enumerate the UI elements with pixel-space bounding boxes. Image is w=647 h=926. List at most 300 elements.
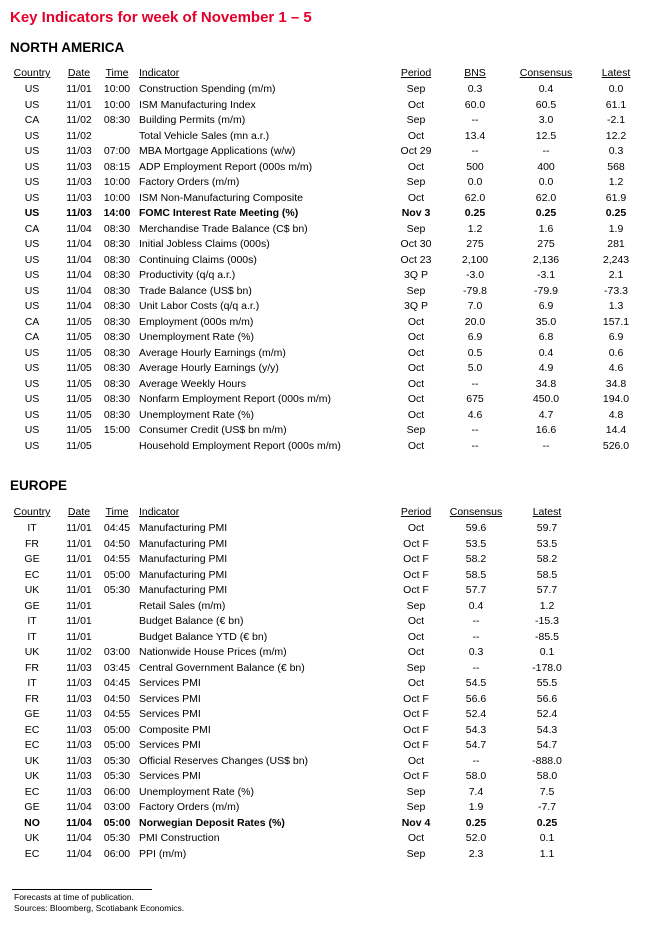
col-time: Time [105,67,129,79]
cell-latest: -888.0 [532,754,562,767]
cell-consensus: 52.0 [465,832,487,844]
cell-bns: 675 [466,393,484,405]
cell-date: 11/05 [66,377,92,390]
cell-date: 11/01 [66,83,92,95]
table-row [0,599,647,615]
cell-indicator: PMI Construction [139,832,220,844]
cell-date: 11/04 [66,269,92,281]
cell-date: 11/03 [66,770,92,782]
cell-country: CA [24,222,40,235]
cell-indicator: ISM Non-Manufacturing Composite [139,191,303,204]
cell-bns: 0.3 [467,83,483,95]
table-row [0,237,647,253]
cell-indicator: Building Permits (m/m) [139,114,246,126]
cell-period: Oct [407,315,425,328]
cell-period: Oct [407,393,425,405]
cell-indicator: Average Hourly Earnings (m/m) [139,346,286,359]
cell-consensus: 12.5 [535,129,557,142]
cell-period: Sep [406,847,426,860]
cell-indicator: Manufacturing PMI [139,584,228,596]
table-row [0,129,647,145]
cell-country: GE [24,708,40,720]
cell-country: UK [24,754,40,767]
cell-latest: 0.25 [536,816,558,829]
cell-consensus: 0.4 [468,599,484,612]
cell-consensus: 62.0 [535,191,557,204]
cell-latest: 194.0 [602,393,630,405]
cell-period: Oct [407,362,425,374]
cell-time: 08:30 [103,300,131,312]
cell-latest: 568 [607,160,625,173]
cell-consensus: 60.5 [535,98,557,111]
cell-latest: 0.0 [608,83,624,95]
col-period: Period [400,506,432,518]
table-row [0,175,647,191]
cell-period: Oct F [403,708,429,720]
table-row [0,568,647,584]
cell-period: Oct 30 [400,238,432,250]
cell-country: US [24,393,40,405]
cell-date: 11/03 [66,191,92,204]
cell-consensus: 2.3 [468,847,484,860]
cell-time: 05:30 [103,584,131,596]
cell-country: US [24,346,40,359]
cell-indicator: Total Vehicle Sales (mn a.r.) [139,129,270,142]
cell-period: Sep [406,785,426,798]
cell-latest: 53.5 [536,537,558,550]
cell-country: IT [27,615,37,627]
table-row [0,707,647,723]
table-row [0,521,647,537]
cell-country: GE [24,801,40,813]
cell-country: US [24,98,40,111]
cell-country: US [24,439,40,452]
cell-bns: -- [471,377,479,390]
section-heading-north-america: NORTH AMERICA [10,40,125,55]
cell-consensus: 2,136 [532,253,560,266]
cell-date: 11/02 [66,646,92,658]
cell-bns: 2,100 [461,253,489,266]
cell-latest: 1.2 [608,176,624,188]
cell-latest: 56.6 [536,692,558,705]
cell-consensus: 1.9 [468,801,484,813]
cell-consensus: 54.3 [465,723,487,736]
cell-period: Oct F [403,553,429,565]
cell-indicator: MBA Mortgage Applications (w/w) [139,145,296,157]
cell-bns: -- [471,114,479,126]
cell-time: 08:30 [103,284,131,297]
table-row [0,98,647,114]
cell-bns: 275 [466,238,484,250]
cell-bns: 60.0 [464,98,486,111]
cell-country: FR [25,692,39,705]
cell-bns: -79.8 [463,284,487,297]
cell-time: 08:30 [103,269,131,281]
cell-country: UK [24,646,40,658]
col-indicator: Indicator [139,506,180,518]
cell-country: NO [24,816,40,829]
cell-time: 08:15 [103,160,131,173]
table-row [0,346,647,362]
table-row [0,361,647,377]
cell-period: Oct F [403,537,429,550]
table-row [0,754,647,770]
cell-consensus: 52.4 [465,708,487,720]
cell-bns: 62.0 [464,191,486,204]
cell-indicator: PPI (m/m) [139,847,187,860]
cell-date: 11/01 [66,568,92,581]
cell-country: UK [24,584,40,596]
cell-time: 10:00 [103,83,131,95]
cell-date: 11/05 [66,424,92,436]
cell-indicator: Nonfarm Employment Report (000s m/m) [139,393,331,405]
cell-consensus: -79.9 [534,284,558,297]
cell-time: 10:00 [103,176,131,188]
col-consensus: Consensus [519,67,573,79]
cell-period: Oct [407,615,425,627]
table-row [0,408,647,424]
cell-country: US [24,377,40,390]
cell-date: 11/04 [66,300,92,312]
table-row [0,160,647,176]
cell-latest: 0.3 [608,145,624,157]
cell-period: Oct F [403,584,429,596]
cell-consensus: 54.5 [465,677,487,689]
table-row [0,645,647,661]
cell-period: Oct F [403,739,429,751]
cell-country: US [24,207,40,219]
cell-latest: 12.2 [605,129,627,142]
table-row [0,723,647,739]
cell-bns: 6.9 [467,331,483,343]
cell-period: Sep [406,114,426,126]
cell-period: Oct [407,377,425,390]
cell-indicator: Services PMI [139,708,201,720]
cell-consensus: 57.7 [465,584,487,596]
cell-date: 11/01 [66,522,92,534]
cell-period: Oct 29 [400,145,432,157]
cell-country: US [24,424,40,436]
cell-country: GE [24,599,40,612]
cell-consensus: 400 [537,160,555,173]
cell-date: 11/03 [66,160,92,173]
cell-time: 07:00 [103,145,131,157]
cell-latest: 0.1 [539,646,555,658]
table-row [0,847,647,863]
cell-time: 08:30 [103,346,131,359]
cell-bns: -3.0 [465,269,485,281]
cell-indicator: Trade Balance (US$ bn) [139,284,252,297]
cell-bns: 0.0 [467,176,483,188]
cell-date: 11/01 [66,537,92,550]
cell-indicator: Construction Spending (m/m) [139,83,276,95]
cell-indicator: Nationwide House Prices (m/m) [139,646,287,658]
cell-latest: -2.1 [606,114,626,126]
cell-country: EC [24,723,40,736]
cell-date: 11/03 [66,723,92,736]
table-row [0,191,647,207]
cell-country: EC [24,568,40,581]
cell-country: US [24,176,40,188]
cell-indicator: Unit Labor Costs (q/q a.r.) [139,300,260,312]
cell-period: 3Q P [404,300,428,312]
table-row [0,769,647,785]
cell-date: 11/01 [66,553,92,565]
cell-latest: -7.7 [537,801,557,813]
cell-consensus: -- [472,754,480,767]
cell-latest: 157.1 [602,315,630,328]
cell-latest: 58.5 [536,568,558,581]
cell-consensus: 6.9 [538,300,554,312]
cell-indicator: Unemployment Rate (%) [139,785,254,798]
cell-country: UK [24,832,40,844]
cell-indicator: Services PMI [139,739,201,751]
cell-bns: 0.25 [464,207,486,219]
cell-period: Oct F [403,568,429,581]
cell-country: GE [24,553,40,565]
page-title: Key Indicators for week of November 1 – 5 [10,9,312,26]
cell-time: 08:30 [103,331,131,343]
table-row [0,614,647,630]
cell-time: 08:30 [103,222,131,235]
cell-country: IT [27,677,37,689]
table-row [0,206,647,222]
section-heading-europe: EUROPE [10,478,68,493]
cell-time: 08:30 [103,408,131,421]
cell-period: Oct [407,439,425,452]
cell-date: 11/01 [66,98,92,111]
cell-country: US [24,238,40,250]
table-row [0,537,647,553]
cell-indicator: FOMC Interest Rate Meeting (%) [139,207,299,219]
table-row [0,268,647,284]
cell-period: Sep [406,661,426,674]
cell-date: 11/03 [66,692,92,705]
cell-period: Oct [407,346,425,359]
table-header-europe [0,506,647,520]
cell-time: 15:00 [103,424,131,436]
cell-time: 04:50 [103,692,131,705]
cell-consensus: 0.25 [535,207,557,219]
cell-consensus: 35.0 [535,315,557,328]
cell-time: 08:30 [103,362,131,374]
cell-indicator: Services PMI [139,770,201,782]
table-row [0,377,647,393]
cell-latest: 281 [607,238,625,250]
cell-consensus: 0.4 [538,346,554,359]
table-row [0,439,647,455]
cell-date: 11/01 [66,630,92,643]
table-header-north-america [0,67,647,81]
cell-latest: -73.3 [604,284,628,297]
cell-country: US [24,300,40,312]
cell-bns: 1.2 [467,222,483,235]
cell-date: 11/01 [66,584,92,596]
cell-indicator: Merchandise Trade Balance (C$ bn) [139,222,308,235]
cell-country: US [24,83,40,95]
cell-latest: -15.3 [535,615,559,627]
cell-period: Oct F [403,770,429,782]
table-row [0,785,647,801]
cell-indicator: Official Reserves Changes (US$ bn) [139,754,309,767]
cell-consensus: 4.7 [538,408,554,421]
cell-country: US [24,191,40,204]
cell-latest: 14.4 [605,424,627,436]
cell-latest: 4.6 [608,362,624,374]
table-row [0,552,647,568]
cell-latest: 2.1 [608,269,624,281]
col-date: Date [67,506,91,518]
cell-period: Sep [406,284,426,297]
cell-time: 08:30 [103,253,131,266]
cell-latest: 55.5 [536,677,558,689]
cell-period: Oct [407,331,425,343]
table-row [0,816,647,832]
cell-time: 04:55 [103,553,131,565]
cell-date: 11/04 [66,832,92,844]
cell-date: 11/04 [66,816,92,829]
cell-country: UK [24,770,40,782]
cell-period: Oct [407,98,425,111]
table-row [0,392,647,408]
cell-latest: 34.8 [605,377,627,390]
cell-country: EC [24,847,40,860]
cell-date: 11/03 [66,785,92,798]
cell-consensus: -- [542,145,550,157]
cell-country: EC [24,739,40,751]
cell-period: Oct [407,160,425,173]
cell-latest: 58.2 [536,553,558,565]
table-row [0,284,647,300]
cell-indicator: ISM Manufacturing Index [139,98,256,111]
cell-date: 11/05 [66,315,92,328]
cell-consensus: 59.6 [465,522,487,534]
cell-date: 11/04 [66,847,92,860]
cell-consensus: 56.6 [465,692,487,705]
cell-country: FR [25,661,39,674]
cell-date: 11/05 [66,439,92,452]
col-country: Country [13,506,51,518]
cell-period: Sep [406,424,426,436]
cell-latest: 2,243 [602,253,630,266]
cell-indicator: Manufacturing PMI [139,568,228,581]
cell-indicator: Average Hourly Earnings (y/y) [139,362,279,374]
cell-country: CA [24,114,40,126]
cell-date: 11/03 [66,207,92,219]
col-period: Period [400,67,432,79]
cell-latest: 52.4 [536,708,558,720]
cell-country: CA [24,315,40,328]
cell-period: Nov 4 [401,816,431,829]
cell-consensus: 53.5 [465,537,487,550]
cell-time: 14:00 [103,207,131,219]
cell-indicator: Composite PMI [139,723,211,736]
table-row [0,222,647,238]
cell-date: 11/04 [66,284,92,297]
table-row [0,113,647,129]
cell-bns: 13.4 [464,129,486,142]
cell-consensus: 450.0 [532,393,560,405]
cell-date: 11/04 [66,222,92,235]
cell-period: Sep [406,801,426,813]
cell-period: Oct [407,677,425,689]
cell-indicator: Services PMI [139,692,201,705]
cell-time: 04:55 [103,708,131,720]
cell-consensus: -- [472,615,480,627]
cell-latest: 61.9 [605,191,627,204]
cell-latest: 61.1 [605,98,627,111]
col-latest: Latest [601,67,631,79]
table-row [0,583,647,599]
cell-country: US [24,129,40,142]
col-latest: Latest [532,506,562,518]
cell-consensus: 1.6 [538,222,554,235]
cell-time: 05:00 [103,568,131,581]
cell-country: US [24,269,40,281]
cell-time: 03:45 [103,661,131,674]
cell-date: 11/01 [66,599,92,612]
cell-country: EC [24,785,40,798]
table-body-europe [0,521,647,862]
cell-latest: 54.3 [536,723,558,736]
cell-bns: 4.6 [467,408,483,421]
col-time: Time [105,506,129,518]
cell-consensus: 4.9 [538,362,554,374]
cell-latest: 526.0 [602,439,630,452]
cell-consensus: 275 [537,238,555,250]
table-body-north-america [0,82,647,454]
cell-indicator: Factory Orders (m/m) [139,801,240,813]
cell-country: US [24,145,40,157]
cell-consensus: 16.6 [535,424,557,436]
cell-time: 10:00 [103,98,131,111]
cell-country: FR [25,537,39,550]
footnote-sources: Sources: Bloomberg, Scotiabank Economics. [14,903,185,913]
cell-latest: 1.3 [608,300,624,312]
cell-time: 08:30 [103,377,131,390]
cell-date: 11/03 [66,145,92,157]
cell-date: 11/05 [66,393,92,405]
cell-bns: -- [471,439,479,452]
cell-indicator: Employment (000s m/m) [139,315,254,328]
cell-period: 3Q P [404,269,428,281]
cell-time: 08:30 [103,238,131,250]
cell-country: US [24,362,40,374]
cell-date: 11/05 [66,346,92,359]
cell-country: US [24,284,40,297]
cell-consensus: 0.3 [468,646,484,658]
cell-time: 05:00 [103,739,131,751]
cell-latest: -85.5 [535,630,559,643]
cell-latest: 6.9 [608,331,624,343]
cell-indicator: Productivity (q/q a.r.) [139,269,236,281]
table-row [0,299,647,315]
cell-time: 05:00 [103,816,131,829]
cell-period: Oct [407,646,425,658]
footnote-forecasts: Forecasts at time of publication. [14,892,135,902]
cell-consensus: -- [472,661,480,674]
cell-bns: -- [471,424,479,436]
cell-indicator: Average Weekly Hours [139,377,246,390]
cell-period: Oct F [403,723,429,736]
cell-time: 05:00 [103,723,131,736]
cell-indicator: ADP Employment Report (000s m/m) [139,160,313,173]
cell-period: Oct [407,630,425,643]
cell-country: IT [27,522,37,534]
cell-time: 04:50 [103,537,131,550]
cell-period: Sep [406,176,426,188]
cell-latest: 0.6 [608,346,624,359]
